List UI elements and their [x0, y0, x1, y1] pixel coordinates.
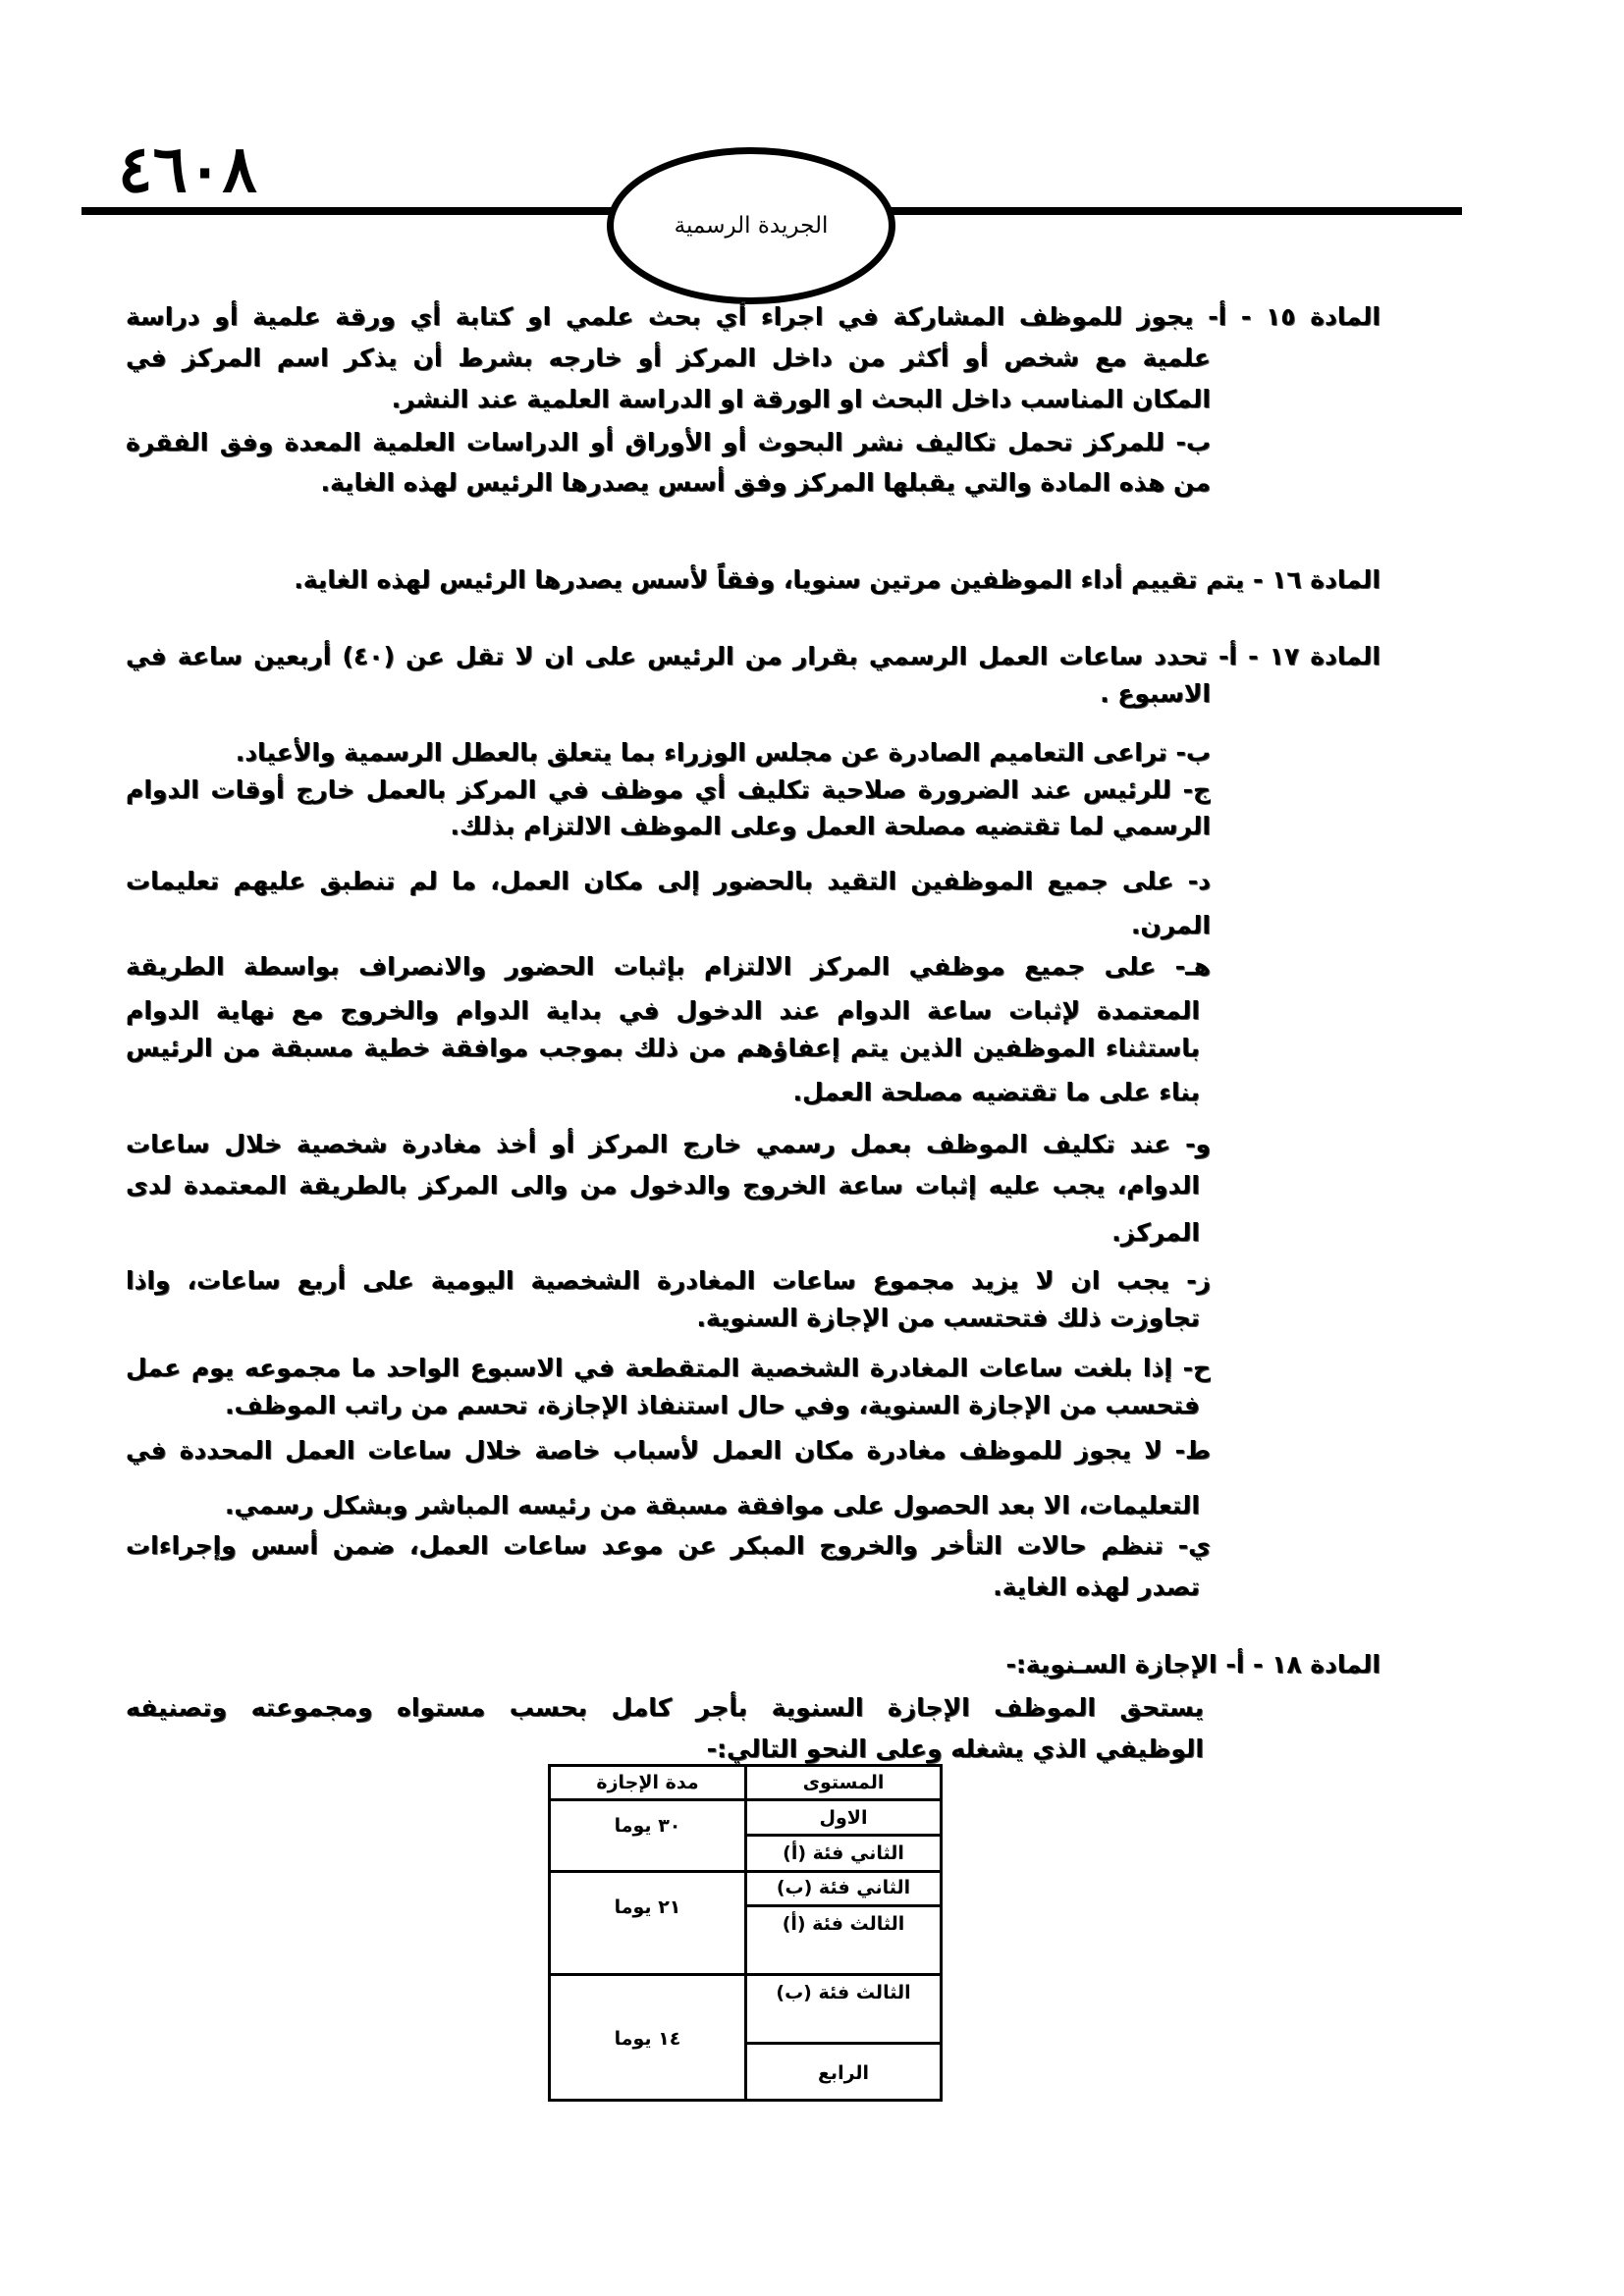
article-text-line: يستحق الموظف الإجازة السنوية بأجر كامل بحسب مستواه ومجموعته وتصنيفه — [126, 1693, 1204, 1722]
table-cell-level: الثالث فئة (ب) — [776, 1982, 911, 2003]
article-text-line: المعتمدة لإثبات ساعة الدوام عند الدخول في بداية الدوام والخروج مع نهاية الدوام — [126, 996, 1200, 1025]
table-cell-duration: ٢١ يوما — [614, 1896, 681, 1918]
article-text-line: ج- للرئيس عند الضرورة صلاحية تكليف أي موظف في المركز بالعمل خارج أوقات الدوام — [126, 775, 1211, 804]
article-text-line: المكان المناسب داخل البحث او الورقة او الدراسة العلمية عند النشر. — [391, 385, 1211, 413]
article-text-line: التعليمات، الا بعد الحصول على موافقة مسبقة من رئيسه المباشر وبشكل رسمي. — [224, 1491, 1200, 1520]
article-text-line: ط- لا يجوز للموظف مغادرة مكان العمل لأسباب خاصة خلال ساعات العمل المحددة في — [126, 1436, 1211, 1465]
article-text-line: ح- إذا بلغت ساعات المغادرة الشخصية المتقطعة في الاسبوع الواحد ما مجموعه يوم عمل — [126, 1354, 1211, 1382]
article-text-line: علمية مع شخص أو أكثر من داخل المركز أو خارجه بشرط أن يذكر اسم المركز في — [126, 344, 1211, 372]
article-text-line: ب- للمركز تحمل تكاليف نشر البحوث أو الأوراق أو الدراسات العلمية المعدة وفق الفقرة — [126, 428, 1211, 456]
article-text-line: فتحسب من الإجازة السنوية، وفي حال استنفاذ الإجازة، تحسم من راتب الموظف. — [224, 1391, 1200, 1419]
table-header-duration: مدة الإجازة — [596, 1772, 699, 1793]
table-cell-level: الثاني فئة (أ) — [783, 1842, 904, 1864]
article-text-line: د- على جميع الموظفين التقيد بالحضور إلى مكان العمل، ما لم تنطبق عليهم تعليمات — [126, 867, 1211, 895]
article-text-line: الوظيفي الذي يشغله وعلى النحو التالي:- — [706, 1735, 1204, 1763]
table-cell-level: الثالث فئة (أ) — [782, 1913, 905, 1935]
article-text-line: باستثناء الموظفين الذين يتم إعفاؤهم من ذلك بموجب موافقة خطية مسبقة من الرئيس — [126, 1034, 1200, 1062]
article-text-line: المركز. — [1111, 1218, 1200, 1247]
article-heading-line: المادة ١٦ - يتم تقييم أداء الموظفين مرتين سنويا، وفقاً لأسس يصدرها الرئيس لهذه الغاية. — [294, 565, 1380, 594]
article-text-line: هـ- على جميع موظفي المركز الالتزام بإثبات الحضور والانصراف بواسطة الطريقة — [126, 952, 1211, 981]
table-cell-level: الثاني فئة (ب) — [776, 1877, 911, 1898]
article-text-line: من هذه المادة والتي يقبلها المركز وفق أسس يصدرها الرئيس لهذه الغاية. — [320, 468, 1211, 497]
article-text-line: الرسمي لما تقتضيه مصلحة العمل وعلى الموظف الالتزام بذلك. — [450, 812, 1211, 840]
table-header-level: المستوى — [802, 1772, 885, 1793]
journal-title-ellipse — [607, 147, 895, 304]
article-heading-line: المادة ١٥ - أ- يجوز للموظف المشاركة في اجراء أي بحث علمي او كتابة أي ورقة علمية أو دراسة — [126, 302, 1380, 331]
article-text-line: الاسبوع . — [1100, 679, 1211, 708]
article-text-line: ب- تراعى التعاميم الصادرة عن مجلس الوزراء بما يتعلق بالعطل الرسمية والأعياد. — [235, 738, 1211, 767]
article-heading-line: المادة ١٧ - أ- تحدد ساعات العمل الرسمي بقرار من الرئيس على ان لا تقل عن (٤٠) أربعين ساعة في — [126, 642, 1380, 670]
table-cell-duration: ٣٠ يوما — [614, 1815, 681, 1837]
annual-leave-table — [548, 1764, 943, 2102]
article-text-line: تصدر لهذه الغاية. — [993, 1573, 1200, 1601]
article-text-line: ي- تنظم حالات التأخر والخروج المبكر عن موعد ساعات العمل، ضمن أسس وإجراءات — [126, 1531, 1211, 1560]
article-text-line: تجاوزت ذلك فتحتسب من الإجازة السنوية. — [696, 1304, 1200, 1332]
journal-title: الجريدة الرسمية — [674, 213, 829, 239]
article-text-line: الدوام، يجب عليه إثبات ساعة الخروج والدخول من والى المركز بالطريقة المعتمدة لدى — [126, 1171, 1200, 1200]
article-heading-line: المادة ١٨ - أ- الإجازة السـنوية:- — [1005, 1650, 1380, 1679]
article-text-line: ز- يجب ان لا يزيد مجموع ساعات المغادرة الشخصية اليومية على أربع ساعات، واذا — [126, 1266, 1211, 1295]
table-cell-duration: ١٤ يوما — [614, 2028, 681, 2050]
article-text-line: المرن. — [1130, 911, 1211, 939]
article-text-line: بناء على ما تقتضيه مصلحة العمل. — [792, 1078, 1200, 1106]
article-text-line: و- عند تكليف الموظف بعمل رسمي خارج المركز أو أخذ مغادرة شخصية خلال ساعات — [126, 1130, 1211, 1158]
table-cell-level: الرابع — [817, 2062, 870, 2084]
table-cell-level: الاول — [819, 1806, 868, 1829]
page-number: ٤٦٠٨ — [118, 131, 257, 207]
